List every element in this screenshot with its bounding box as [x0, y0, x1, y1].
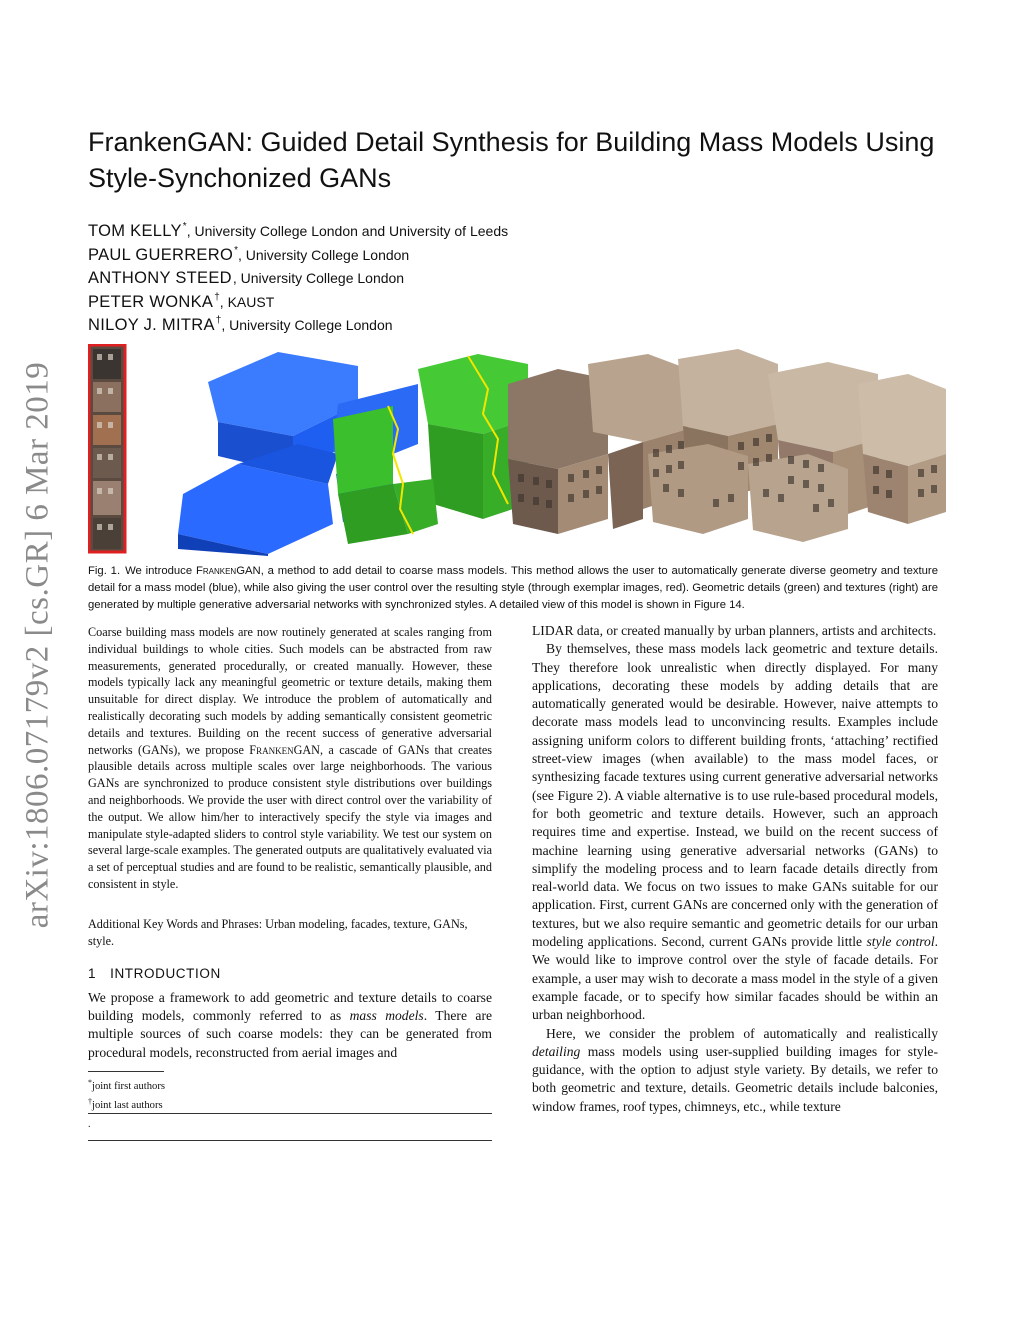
caption-text: , a method to add detail to coarse mass models. This method allows the user to automatically generate diverse geometry and texture detail for a mass model (blue), while also giving the user control over the resulting style (through exemplar images, red). Geometric details (green) and textures (right) are generated by multiple generative adversarial networks with synchronized styles. A detailed view of this model is shown in Figure 14. — [88, 565, 938, 611]
footnotes — [88, 1076, 492, 1113]
author-list — [88, 215, 788, 333]
section-title: INTRODUCTION — [110, 966, 221, 981]
author-name: PETER WONKA — [88, 292, 214, 311]
intro-text: . There are multiple sources of such coarse models: they can be generated from procedural models, reconstructed from aerial images and — [88, 1008, 493, 1060]
body-text: . We would like to improve control over the style of facade details. For example, a user may wish to decorate a mass model in the style of a given example facade, or to specify how similar facades should be within an urban neighborhood. — [532, 934, 939, 1023]
body-emphasis: detailing — [532, 1043, 581, 1059]
body-text: Here, we consider the problem of automatically and realistically — [546, 1025, 938, 1041]
paper-title: FrankenGAN: Guided Detail Synthesis for Building Mass Models Using Style-Synchonized GANs — [88, 127, 935, 193]
abstract — [88, 624, 492, 893]
footnote — [88, 1076, 492, 1095]
author-name: PAUL GUERRERO — [88, 245, 234, 264]
textured-buildings — [508, 349, 946, 542]
figure-caption — [88, 563, 938, 614]
author-name: TOM KELLY — [88, 222, 182, 240]
keywords: Additional Key Words and Phrases: Urban modeling, facades, texture, GANs, style. — [88, 917, 468, 948]
arxiv-identifier: arXiv:1806.07179v2 [cs.GR] 6 Mar 2019 — [19, 361, 56, 929]
intro-emphasis: mass models — [349, 1008, 424, 1024]
author-affiliation: University College London — [240, 270, 405, 286]
footnote-text: joint last authors — [92, 1099, 163, 1111]
author-mark: * — [182, 221, 187, 232]
body-text: By themselves, these mass models lack geometric and texture details. They therefore look unrealistic when directly displayed. For many applications, decorating these models by adding details that are automatically generated would be desirable. However, naive attempts to decorate mass models lead to unconvincing results. Examples include assigning uniform colors to different building fronts, ‘attaching’ rectified street-view images (when available) to the mass model faces, or synthesizing facade textures using current generative adversarial networks (see Figure 2). A viable alternative is to use rule-based procedural models, for both geometric and texture details. However, such an approach requires time and expertise. Instead, we build on the recent success of machine learning using generative adversarial networks (GANs) to simplify the modeling process and to learn facade details directly from real-world data. We focus on two issues to make GANs suitable for our application. First, current GANs are concerned only with the generation of textures, but we also require semantic and geometric details for our urban modeling applications. Second, current GANs provide little — [532, 641, 938, 950]
footnote-text: joint first authors — [92, 1081, 165, 1092]
footnote-mark: * — [88, 1078, 92, 1087]
author-entry: PAUL GUERRERO*, University College London — [88, 244, 410, 264]
abstract-text: Coarse building mass models are now routinely generated at scales ranging from individual buildings to whole cities. Such models can be abstracted from raw measurements, generated procedurally, or created manually. However, these models typically lack any meaningful geometric or texture details, making them unsuitable for direct display. We introduce the problem of automatically and realistically decorating such models by adding semantically consistent geometric details and textures. Building on the recent success of generative adversarial networks (GANs), we propose — [88, 625, 492, 757]
figure-label: Fig. 1. — [88, 565, 121, 577]
abstract-method-name: FrankenGAN — [249, 742, 320, 757]
author-name: ANTHONY STEED — [88, 269, 232, 287]
footnote — [88, 1095, 492, 1114]
intro-paragraph — [88, 989, 492, 1062]
author-name: NILOY J. MITRA — [88, 316, 215, 334]
author-entry: ANTHONY STEED, University College London — [88, 269, 405, 287]
intro-text: We propose a framework to add geometric and texture details to coarse building models, commonly referred to as — [88, 990, 492, 1024]
footnote-dot: . — [88, 1119, 91, 1130]
right-column — [532, 622, 938, 1116]
author-affiliation: KAUST — [227, 293, 275, 310]
caption-method-name: FrankenGAN — [195, 565, 261, 577]
green-geometry-model — [333, 354, 528, 544]
author-mark: † — [214, 291, 220, 303]
author-entry: NILOY J. MITRA†, University College London — [88, 315, 393, 334]
caption-prefix: We introduce — [125, 565, 196, 577]
body-paragraph: LIDAR data, or created manually by urban planners, artists and architects. — [532, 623, 937, 638]
divider-rule — [88, 1140, 492, 1141]
arxiv-sidebar — [14, 350, 62, 940]
author-affiliation: University College London — [229, 317, 393, 333]
author-mark: * — [234, 244, 238, 256]
author-mark: † — [215, 315, 222, 326]
footnote-mark: † — [88, 1096, 92, 1106]
author-affiliation: University College London — [245, 246, 410, 263]
body-text: mass models using user-supplied building images for style-guidance, with the option to adjust style variety. By details, we refer to both geometric and texture, details. Geometric details include balconies, window frames, roof types, chimneys, etc., while texture — [532, 1043, 938, 1114]
body-emphasis: style control — [866, 934, 935, 950]
author-entry: TOM KELLY*, University College London and University of Leeds — [88, 221, 509, 240]
style-exemplar-strip — [89, 345, 125, 552]
section-heading — [88, 966, 221, 981]
body-paragraph — [532, 640, 938, 1024]
author-affiliation: University College London and University of Leeds — [194, 223, 509, 239]
teaser-figure — [88, 344, 948, 556]
footnote-rule — [88, 1071, 164, 1072]
abstract-text: , a cascade of GANs that creates plausible details across multiple scales over large neighborhoods. The various GANs are synchronized to produce consistent style distributions over buildings and neighborhoods. We provide the user with direct control over the variability of the output. We allow him/her to interactively specify the style via images and manipulate style-adapted sliders to control style variability. We test our system on several large-scale examples. The generated outputs are qualitatively evaluated via a set of perceptual studies and are found to be realistic, semantically plausible, and consistent in style. — [88, 742, 492, 891]
author-entry: PETER WONKA†, KAUST — [88, 291, 275, 311]
divider-rule — [88, 1113, 492, 1114]
body-paragraph — [532, 1025, 938, 1116]
section-number: 1 — [88, 966, 97, 981]
